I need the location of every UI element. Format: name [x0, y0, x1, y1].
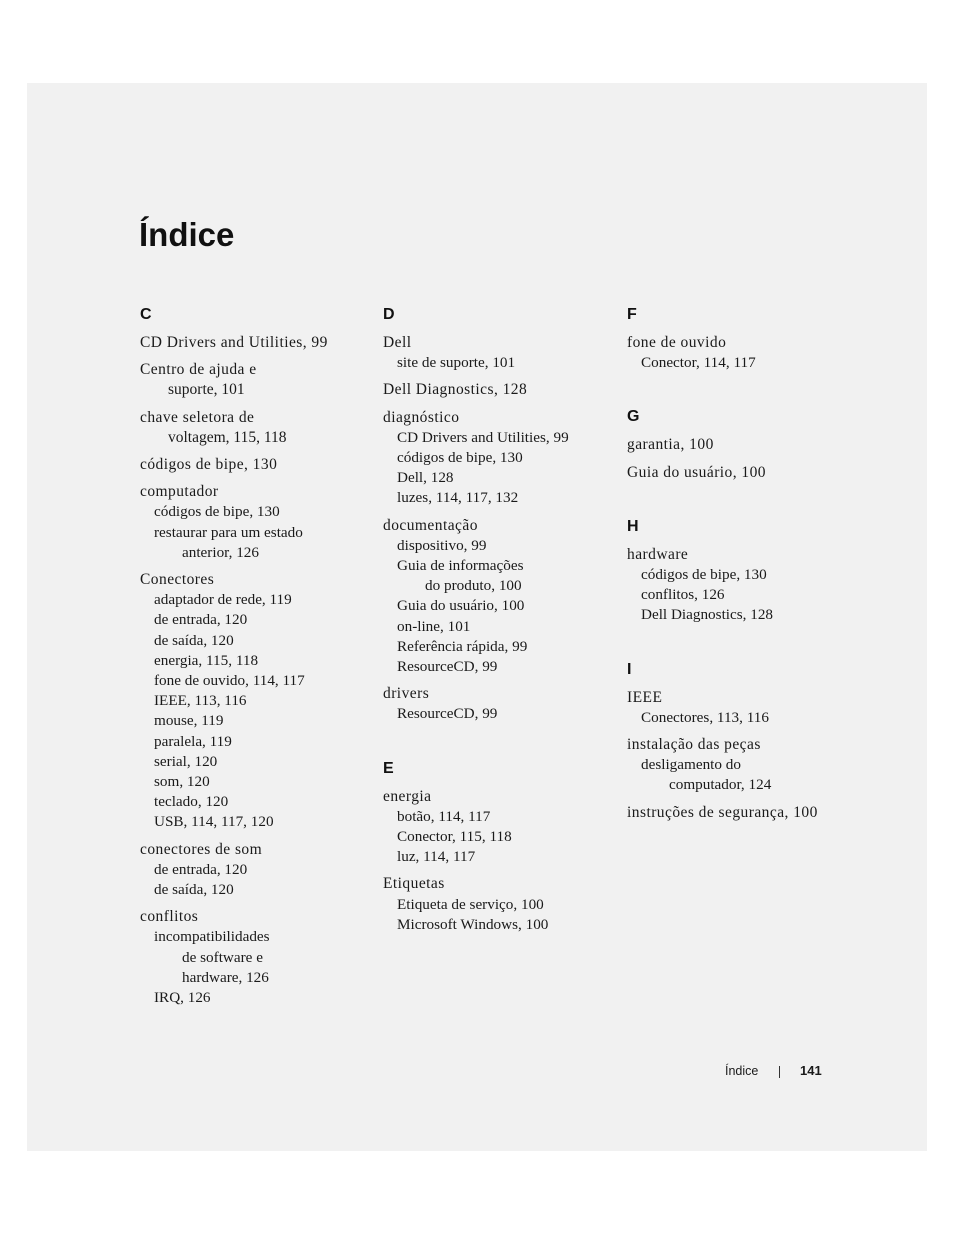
- entry-subterm: ResourceCD, 99: [397, 658, 498, 676]
- index-column-1: [140, 306, 370, 1015]
- index-entry: [383, 516, 613, 678]
- index-section: [627, 408, 857, 482]
- index-entry: [627, 463, 857, 483]
- index-entry: [140, 907, 370, 1008]
- entry-subterm: Conector, 115, 118: [397, 828, 512, 846]
- index-entry: [140, 360, 370, 400]
- entry-term: computador: [140, 483, 219, 501]
- entry-subterm: de entrada, 120: [154, 860, 248, 878]
- entry-subterm: teclado, 120: [154, 793, 229, 811]
- entry-subterm: incompatibilidades: [154, 928, 270, 946]
- entry-subterm: do produto, 100: [425, 577, 522, 595]
- entry-subterm: códigos de bipe, 130: [154, 503, 280, 521]
- entry-term: CD Drivers and Utilities, 99: [140, 334, 328, 351]
- entry-subterm: Microsoft Windows, 100: [397, 915, 549, 933]
- entry-subterm: CD Drivers and Utilities, 99: [397, 428, 569, 446]
- index-entry: [383, 874, 613, 935]
- entry-term: Etiquetas: [383, 875, 445, 893]
- index-entry: [627, 435, 857, 455]
- entry-term: Guia do usuário, 100: [627, 463, 767, 481]
- entry-subterm: de entrada, 120: [154, 611, 248, 629]
- entry-subterm: códigos de bipe, 130: [641, 566, 767, 584]
- index-entry: [627, 545, 857, 626]
- entry-subterm: USB, 114, 117, 120: [154, 813, 274, 831]
- entry-term: instalação das peças: [627, 736, 761, 754]
- index-entry: [140, 455, 370, 475]
- entry-subterm: serial, 120: [154, 752, 218, 770]
- entry-term: conectores de som: [140, 840, 263, 858]
- section-letter: D: [383, 306, 395, 323]
- entry-term: hardware: [627, 545, 689, 563]
- index-column-3: [627, 306, 857, 830]
- index-entry: [627, 735, 857, 796]
- entry-subterm: Dell, 128: [397, 469, 454, 487]
- index-entry: [383, 333, 613, 373]
- entry-term: drivers: [383, 685, 430, 703]
- index-section: [383, 760, 613, 935]
- index-entry: [140, 840, 370, 901]
- index-entry: [383, 787, 613, 868]
- index-entry: [140, 408, 370, 448]
- entry-subterm: de software e: [182, 948, 263, 966]
- entry-subterm: Referência rápida, 99: [397, 637, 528, 655]
- entry-subterm: de saída, 120: [154, 631, 234, 649]
- entry-subterm: Guia de informações: [397, 557, 524, 575]
- index-section: [383, 306, 613, 725]
- entry-subterm: hardware, 126: [182, 968, 269, 986]
- section-gap: [627, 490, 857, 518]
- section-letter: C: [140, 306, 152, 323]
- entry-term: Dell: [383, 334, 412, 351]
- section-letter: E: [383, 759, 394, 777]
- entry-subterm: anterior, 126: [182, 543, 259, 561]
- entry-subterm: voltagem, 115, 118: [168, 428, 287, 446]
- entry-term: códigos de bipe, 130: [140, 456, 278, 474]
- footer-separator: [779, 1066, 780, 1078]
- entry-term: garantia, 100: [627, 436, 714, 454]
- section-letter: I: [627, 660, 632, 678]
- index-entry: [627, 803, 857, 823]
- entry-term: IEEE: [627, 688, 663, 706]
- entry-subterm: de saída, 120: [154, 881, 234, 899]
- entry-subterm: mouse, 119: [154, 712, 224, 730]
- section-letter: G: [627, 408, 640, 426]
- footer-label: Índice: [725, 1064, 759, 1078]
- entry-subterm: Dell Diagnostics, 128: [641, 606, 774, 624]
- entry-term: Dell Diagnostics, 128: [383, 381, 528, 399]
- section-gap: [627, 633, 857, 661]
- entry-subterm: fone de ouvido, 114, 117: [154, 672, 305, 690]
- entry-subterm: luz, 114, 117: [397, 848, 476, 866]
- index-section: [627, 306, 857, 373]
- page-footer: [0, 1061, 954, 1081]
- entry-subterm: energia, 115, 118: [154, 651, 259, 669]
- entry-subterm: paralela, 119: [154, 732, 232, 750]
- entry-subterm: IEEE, 113, 116: [154, 692, 247, 710]
- entry-subterm: luzes, 114, 117, 132: [397, 489, 519, 507]
- index-entry: [627, 688, 857, 728]
- entry-subterm: computador, 124: [669, 776, 772, 794]
- index-entry: [627, 333, 857, 373]
- entry-subterm: on-line, 101: [397, 617, 471, 635]
- entry-subterm: adaptador de rede, 119: [154, 591, 292, 609]
- entry-term: conflitos: [140, 908, 199, 926]
- entry-term: chave seletora de: [140, 408, 255, 426]
- section-letter: H: [627, 517, 639, 535]
- page-title: Índice: [139, 216, 235, 253]
- entry-subterm: Guia do usuário, 100: [397, 597, 525, 615]
- entry-subterm: dispositivo, 99: [397, 536, 487, 554]
- entry-subterm: desligamento do: [641, 756, 741, 774]
- section-gap: [627, 380, 857, 408]
- index-entry: [140, 333, 370, 353]
- entry-subterm: restaurar para um estado: [154, 523, 303, 541]
- section-gap: [383, 732, 613, 760]
- entry-subterm: IRQ, 126: [154, 989, 211, 1007]
- entry-subterm: Etiqueta de serviço, 100: [397, 895, 544, 913]
- index-entry: [383, 408, 613, 509]
- entry-subterm: códigos de bipe, 130: [397, 449, 523, 467]
- entry-term: fone de ouvido: [627, 334, 727, 351]
- index-entry: [383, 380, 613, 400]
- entry-subterm: conflitos, 126: [641, 586, 725, 604]
- entry-subterm: suporte, 101: [168, 381, 245, 399]
- entry-subterm: site de suporte, 101: [397, 354, 516, 372]
- index-column-2: [383, 306, 613, 942]
- index-entry: [140, 482, 370, 563]
- entry-subterm: Conectores, 113, 116: [641, 708, 769, 726]
- entry-term: diagnóstico: [383, 408, 460, 426]
- entry-term: instruções de segurança, 100: [627, 803, 818, 821]
- index-section: [140, 306, 370, 1008]
- entry-subterm: som, 120: [154, 773, 210, 791]
- section-letter: F: [627, 306, 637, 323]
- entry-subterm: Conector, 114, 117: [641, 354, 756, 372]
- entry-term: documentação: [383, 516, 478, 534]
- page-number: 141: [800, 1063, 822, 1078]
- entry-term: energia: [383, 787, 432, 805]
- index-entry: [383, 684, 613, 724]
- entry-subterm: ResourceCD, 99: [397, 705, 498, 723]
- index-entry: [140, 570, 370, 833]
- index-section: [627, 661, 857, 823]
- index-section: [627, 518, 857, 626]
- entry-term: Centro de ajuda e: [140, 361, 257, 379]
- entry-term: Conectores: [140, 571, 215, 589]
- entry-subterm: botão, 114, 117: [397, 807, 491, 825]
